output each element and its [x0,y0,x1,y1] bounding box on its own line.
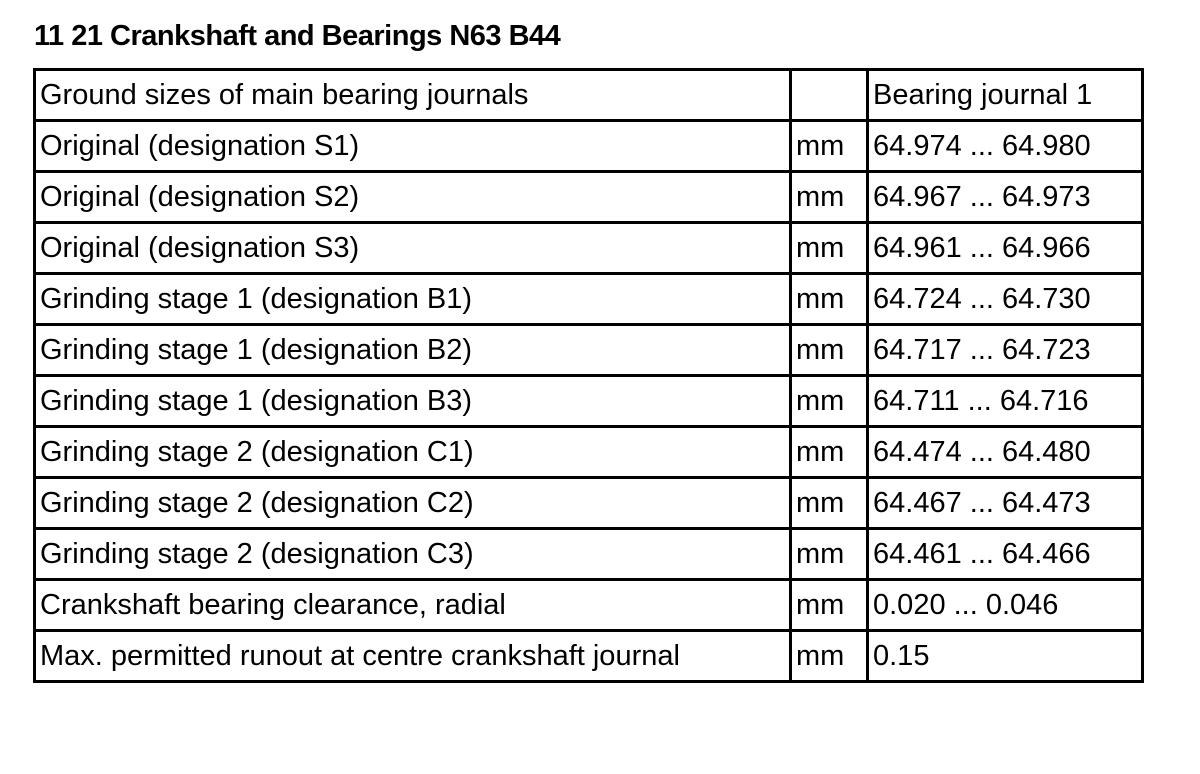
spec-table-body [35,70,1143,682]
unit-cell: mm [791,274,868,325]
unit-cell: mm [791,478,868,529]
header-unit-cell [791,70,868,121]
unit-cell: mm [791,376,868,427]
table-row [35,427,1143,478]
unit-cell: mm [791,172,868,223]
value-cell: 64.961 ... 64.966 [868,223,1143,274]
unit-cell: mm [791,529,868,580]
table-row [35,121,1143,172]
value-cell: 64.467 ... 64.473 [868,478,1143,529]
unit-cell: mm [791,223,868,274]
unit-cell: mm [791,631,868,682]
spec-table [33,68,1144,683]
table-row [35,223,1143,274]
value-cell: 64.967 ... 64.973 [868,172,1143,223]
description-cell: Grinding stage 1 (designation B2) [35,325,791,376]
description-cell: Crankshaft bearing clearance, radial [35,580,791,631]
value-cell: 0.020 ... 0.046 [868,580,1143,631]
description-cell: Original (designation S2) [35,172,791,223]
table-row [35,580,1143,631]
table-row [35,274,1143,325]
header-value-cell: Bearing journal 1 [868,70,1143,121]
table-row [35,529,1143,580]
table-row [35,478,1143,529]
unit-cell: mm [791,325,868,376]
table-row [35,172,1143,223]
description-cell: Grinding stage 2 (designation C1) [35,427,791,478]
value-cell: 0.15 [868,631,1143,682]
unit-cell: mm [791,427,868,478]
value-cell: 64.711 ... 64.716 [868,376,1143,427]
description-cell: Grinding stage 2 (designation C2) [35,478,791,529]
description-cell: Original (designation S3) [35,223,791,274]
table-row [35,325,1143,376]
description-cell: Max. permitted runout at centre crankshaft journal [35,631,791,682]
value-cell: 64.474 ... 64.480 [868,427,1143,478]
value-cell: 64.717 ... 64.723 [868,325,1143,376]
table-row [35,631,1143,682]
description-cell: Grinding stage 2 (designation C3) [35,529,791,580]
page-title: 11 21 Crankshaft and Bearings N63 B44 [34,20,561,52]
description-cell: Grinding stage 1 (designation B1) [35,274,791,325]
header-description-cell: Ground sizes of main bearing journals [35,70,791,121]
value-cell: 64.974 ... 64.980 [868,121,1143,172]
table-row [35,376,1143,427]
description-cell: Original (designation S1) [35,121,791,172]
unit-cell: mm [791,580,868,631]
value-cell: 64.724 ... 64.730 [868,274,1143,325]
value-cell: 64.461 ... 64.466 [868,529,1143,580]
unit-cell: mm [791,121,868,172]
header-row [35,70,1143,121]
description-cell: Grinding stage 1 (designation B3) [35,376,791,427]
